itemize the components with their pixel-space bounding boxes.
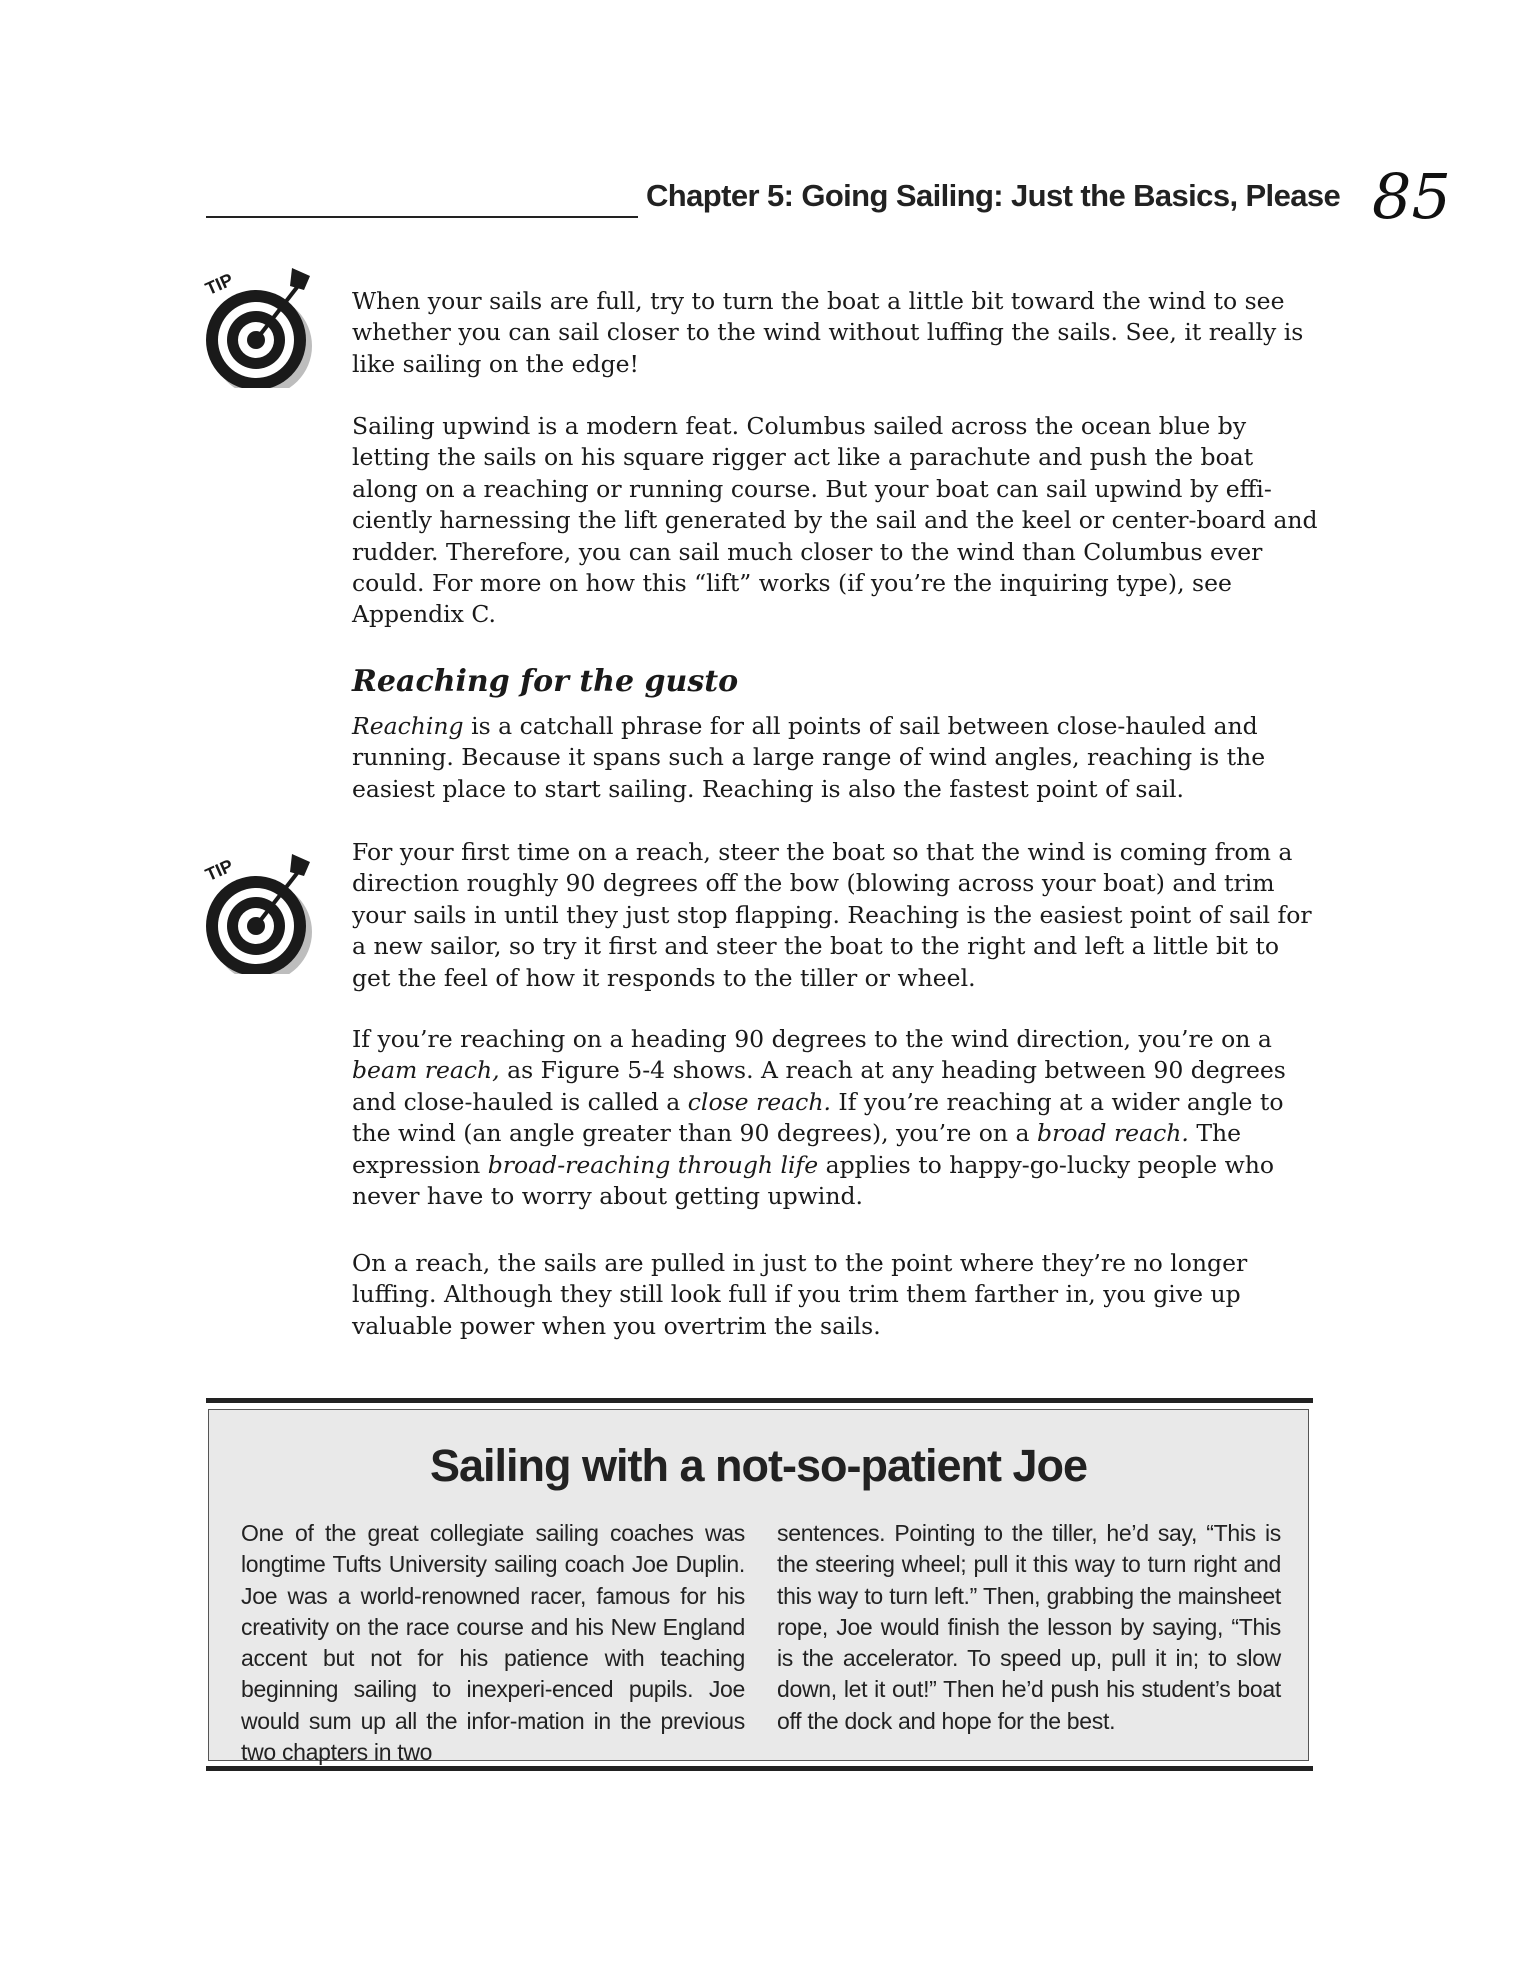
sidebar-box [208,1409,1309,1766]
tip-label: TIP [202,855,237,886]
paragraph-text: If you’re reaching on a heading 90 degrees to the wind direction, you’re on a beam reach, as Figure 5-4 shows. A reach at any heading between 90 degrees and close-hauled is called a close reach. If you’re reaching at a wider angle to the wind (an angle greater than 90 degrees), you’re on a broad reach. The expression broad-reaching through life applies to happy-go-lucky people who never have to worry about getting upwind. [352,1025,1286,1211]
tip-target-icon [200,258,320,388]
sidebar-top-rule [206,1398,1313,1403]
italic-term: Reaching [352,712,464,740]
section-subhead: Reaching for the gusto [352,664,739,699]
italic-term: broad-reaching through life [487,1150,819,1179]
paragraph [352,711,1322,805]
sidebar-title: Sailing with a not-so-patient Joe [429,1440,1088,1491]
tip-paragraph [352,286,1322,380]
header-rule [206,216,638,218]
paragraph-rest: is a catchall phrase for all points of sail between close-hauled and running. Because it spans such a large range of wind angles, reaching is the easiest place to start sailing. Reaching is also the fastest point of sail. [352,712,1266,803]
sidebar-column-left: One of the great collegiate sailing coaches was longtime Tufts University sailing coach Joe Duplin. Joe was a world-renowned racer, famous for his creativity on the race course and his New England accent but not for his patience with teaching beginning sailing to inexperi-enced pupils. Joe would sum up all the infor-mation in the previous two chapters in two [241,1520,745,1766]
chapter-title: Chapter 5: Going Sailing: Just the Basics, Please [646,178,1341,213]
paragraph [352,1024,1322,1212]
tip-paragraph [352,837,1322,994]
italic-term: close reach. [687,1087,831,1116]
running-header [206,160,1451,233]
tip-target-icon [200,844,320,974]
paragraph-text: Sailing upwind is a modern feat. Columbus sailed across the ocean blue by letting the sails on his square rigger act like a parachute and push the boat along on a reaching or running course. But your boat can sail upwind by effi-ciently harnessing the lift generated by the sail and the keel or center-board and rudder. Therefore, you can sail much closer to the wind than Columbus ever could. For more on how this “lift” works (if you’re the inquiring type), see Appendix C. [352,412,1318,629]
sidebar-column-right: sentences. Pointing to the tiller, he’d say, “This is the steering wheel; pull it this way to turn right and this way to turn left.” Then, grabbing the mainsheet rope, Joe would finish the lesson by saying, “This is the accelerator. To speed up, pull it in; to slow down, let it out!” Then he’d push his student’s boat off the dock and hope for the best. [777,1520,1281,1734]
tip-text: For your first time on a reach, steer the boat so that the wind is coming from a direction roughly 90 degrees off the bow (blowing across your boat) and trim your sails in until they just stop flapping. Reaching is the easiest point of sail for a new sailor, so try it first and steer the boat to the right and left a little bit to get the feel of how it responds to the tiller or wheel. [352,838,1312,992]
sidebar-bottom-rule [206,1766,1313,1771]
paragraph-text [352,711,1322,805]
italic-term: beam reach, [352,1056,500,1085]
paragraph-text: On a reach, the sails are pulled in just to the point where they’re no longer luffing. Although they still look full if you trim them farther in, you give up valuable power when you overtrim the sails. [352,1249,1248,1340]
page-number: 85 [1372,160,1451,233]
italic-term: broad reach. [1037,1119,1189,1148]
paragraph [352,1248,1322,1342]
paragraph [352,411,1322,631]
tip-text: When your sails are full, try to turn the boat a little bit toward the wind to see whether you can sail closer to the wind without luffing the sails. See, it really is like sailing on the edge! [352,287,1304,378]
tip-label: TIP [202,269,237,300]
